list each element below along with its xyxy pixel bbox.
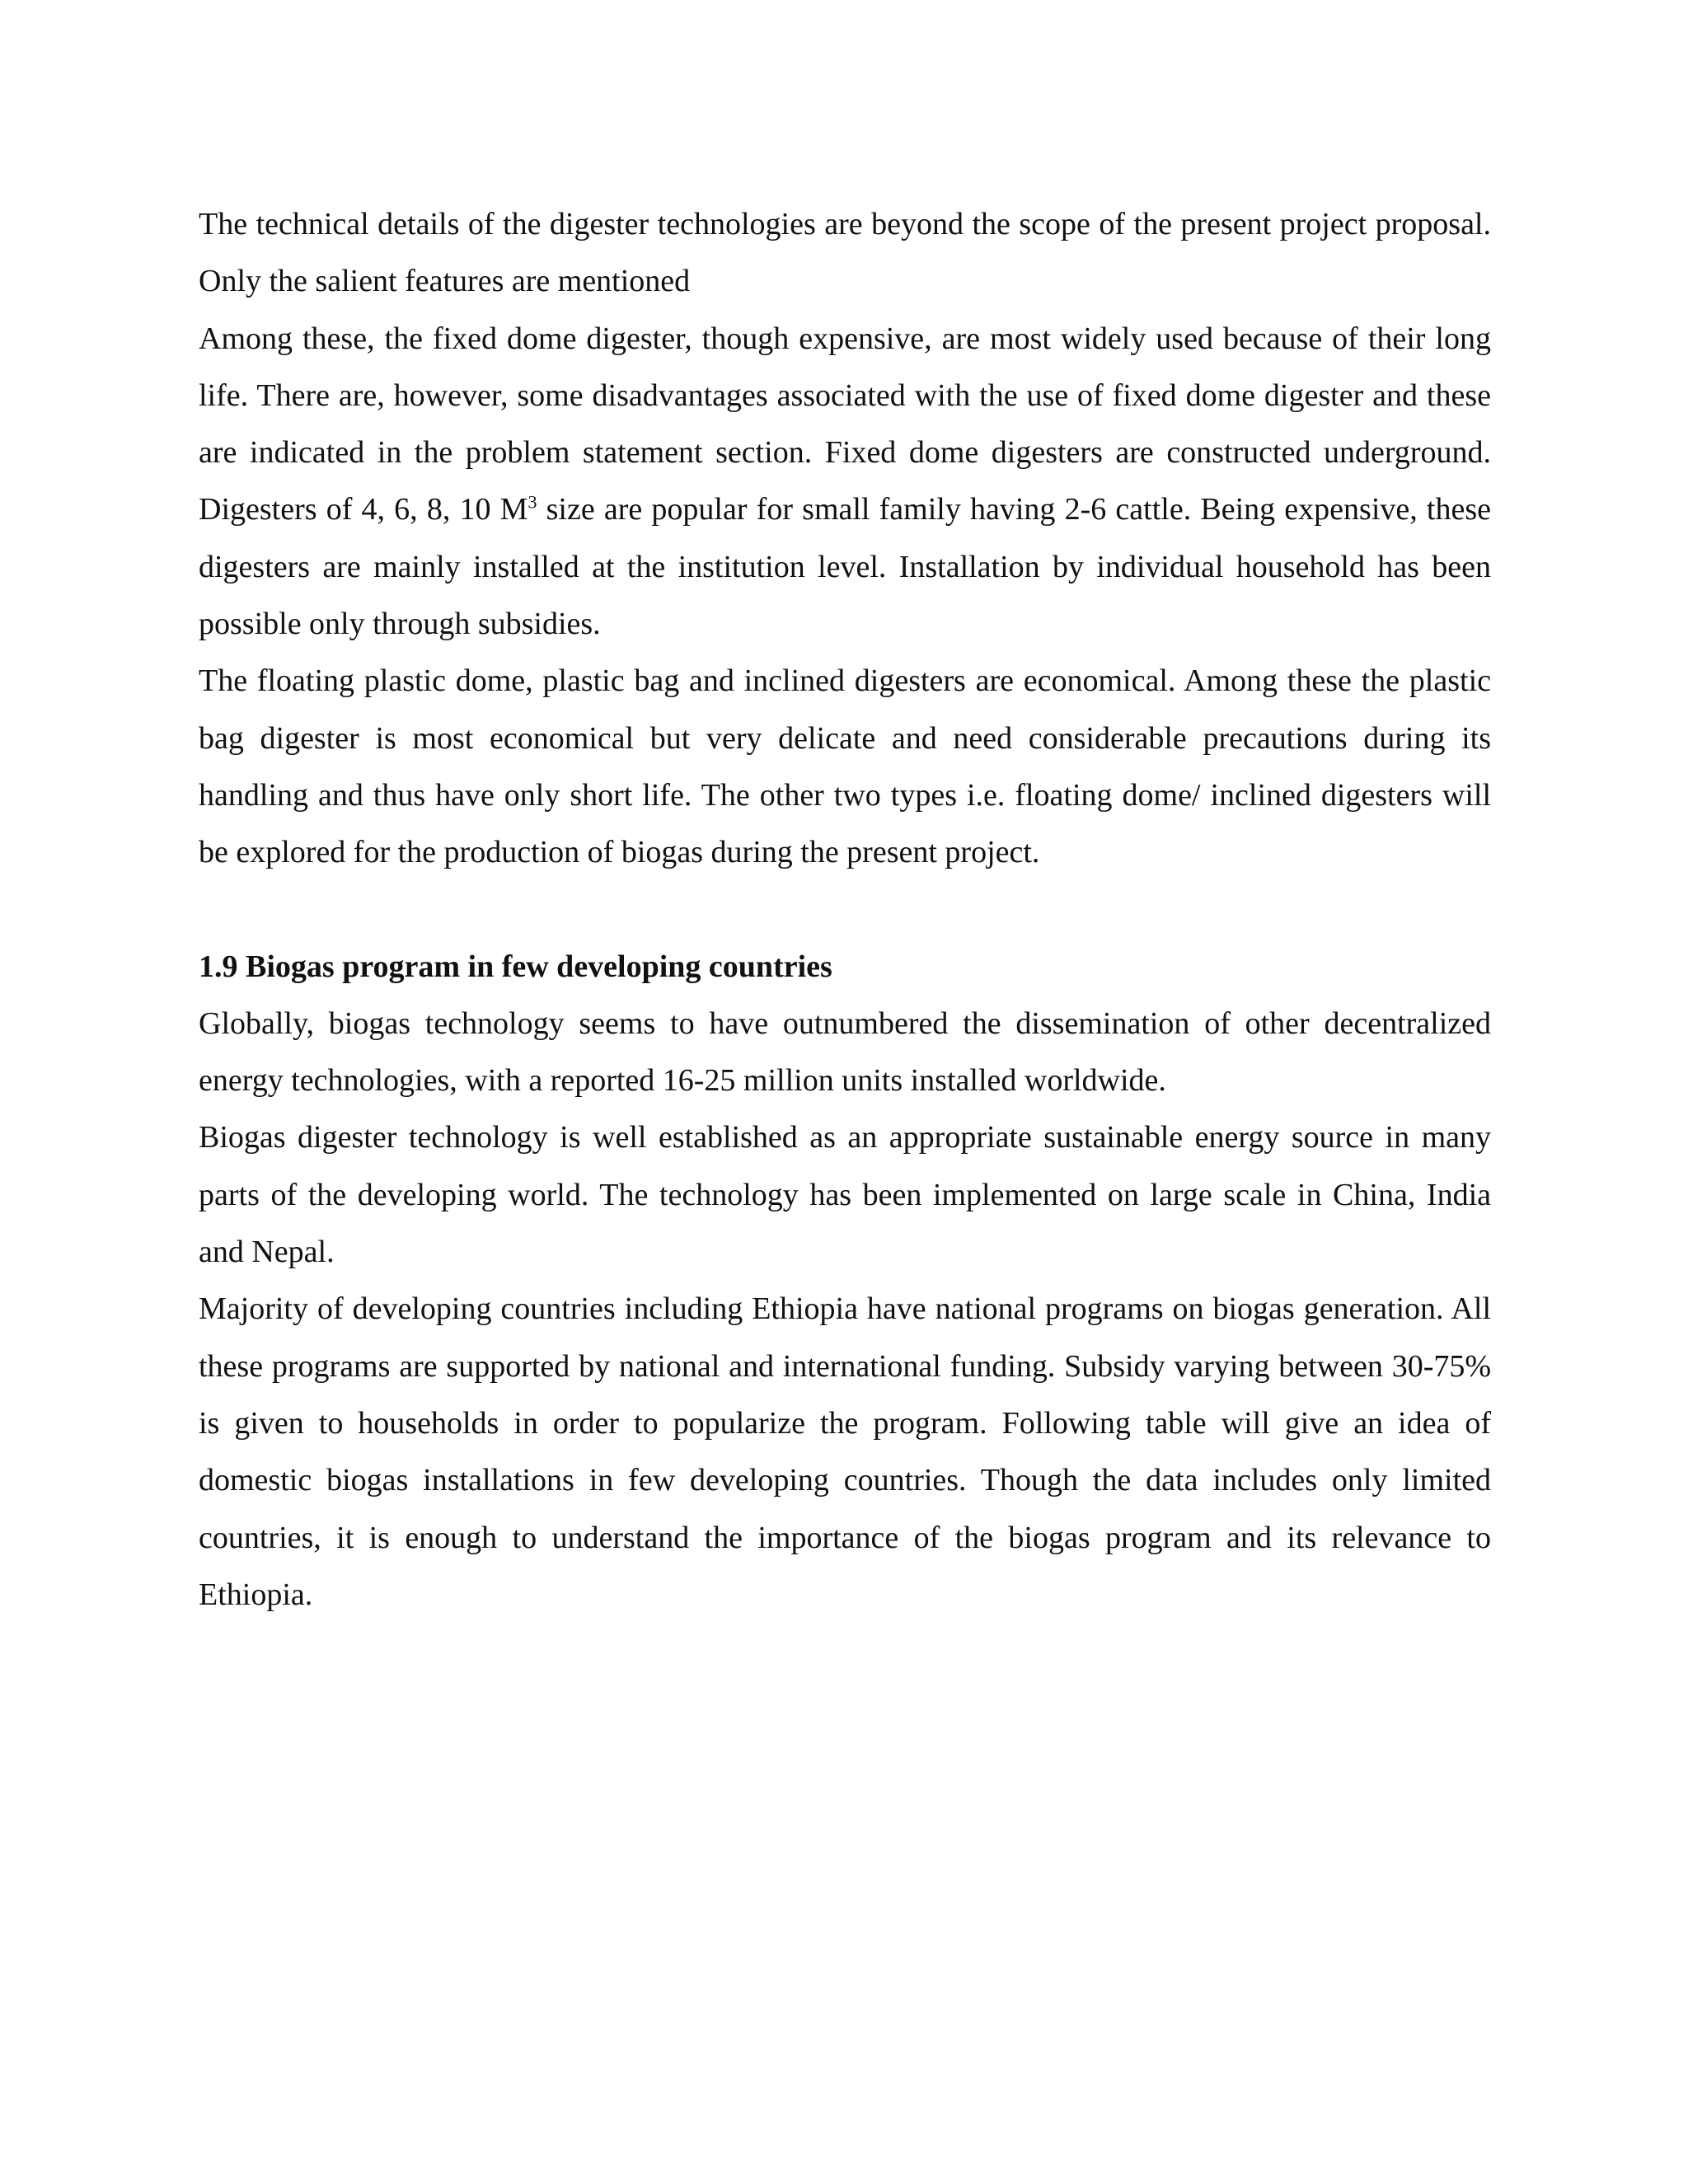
superscript-3: 3 [528, 491, 537, 513]
floating-digester-paragraph: The floating plastic dome, plastic bag and inclined digesters are economical. Among these the plastic bag digester is most economical but very delicate and need considerable precautions during its handling and thus have only short life. The other two types i.e. floating dome/ inclined digesters will be explored for the production of biogas during the present project. [199, 663, 1491, 870]
intro-paragraph: The technical details of the digester technologies are beyond the scope of the present project proposal. Only the salient features are mentioned [199, 207, 1491, 299]
global-biogas-paragraph: Globally, biogas technology seems to have outnumbered the dissemination of other decentralized energy technologies, with a reported 16-25 million units installed worldwide. [199, 1005, 1491, 1099]
document-page [199, 196, 1491, 1624]
fixed-dome-text-part2: size are popular for small family having 2-6 cattle. Being expensive, these digesters are mainly installed at the institution level. Installation by individual household has been possible only through subsidies. [199, 492, 1491, 642]
fixed-dome-paragraph [199, 311, 1491, 654]
fixed-dome-text-part1: Among these, the fixed dome digester, though expensive, are most widely used because of their long life. There are, however, some disadvantages associated with the use of fixed dome digester and these are indicated in the problem statement section. Fixed dome digesters are constructed underground. Digesters of 4, 6, 8, 10 M [199, 321, 1491, 527]
digester-technology-paragraph: Biogas digester technology is well established as an appropriate sustainable energy source in many parts of the developing world. The technology has been implemented on large scale in China, India and Nepal. [199, 1120, 1491, 1270]
section-spacer [199, 882, 1491, 939]
developing-countries-paragraph: Majority of developing countries including Ethiopia have national programs on biogas generation. All these programs are supported by national and international funding. Subsidy varying between 30-75% is given to households in order to popularize the program. Following table will give an idea of domestic biogas installations in few developing countries. Though the data includes only limited countries, it is enough to understand the importance of the biogas program and its relevance to Ethiopia. [199, 1291, 1491, 1612]
section-heading: 1.9 Biogas program in few developing countries [199, 949, 832, 984]
